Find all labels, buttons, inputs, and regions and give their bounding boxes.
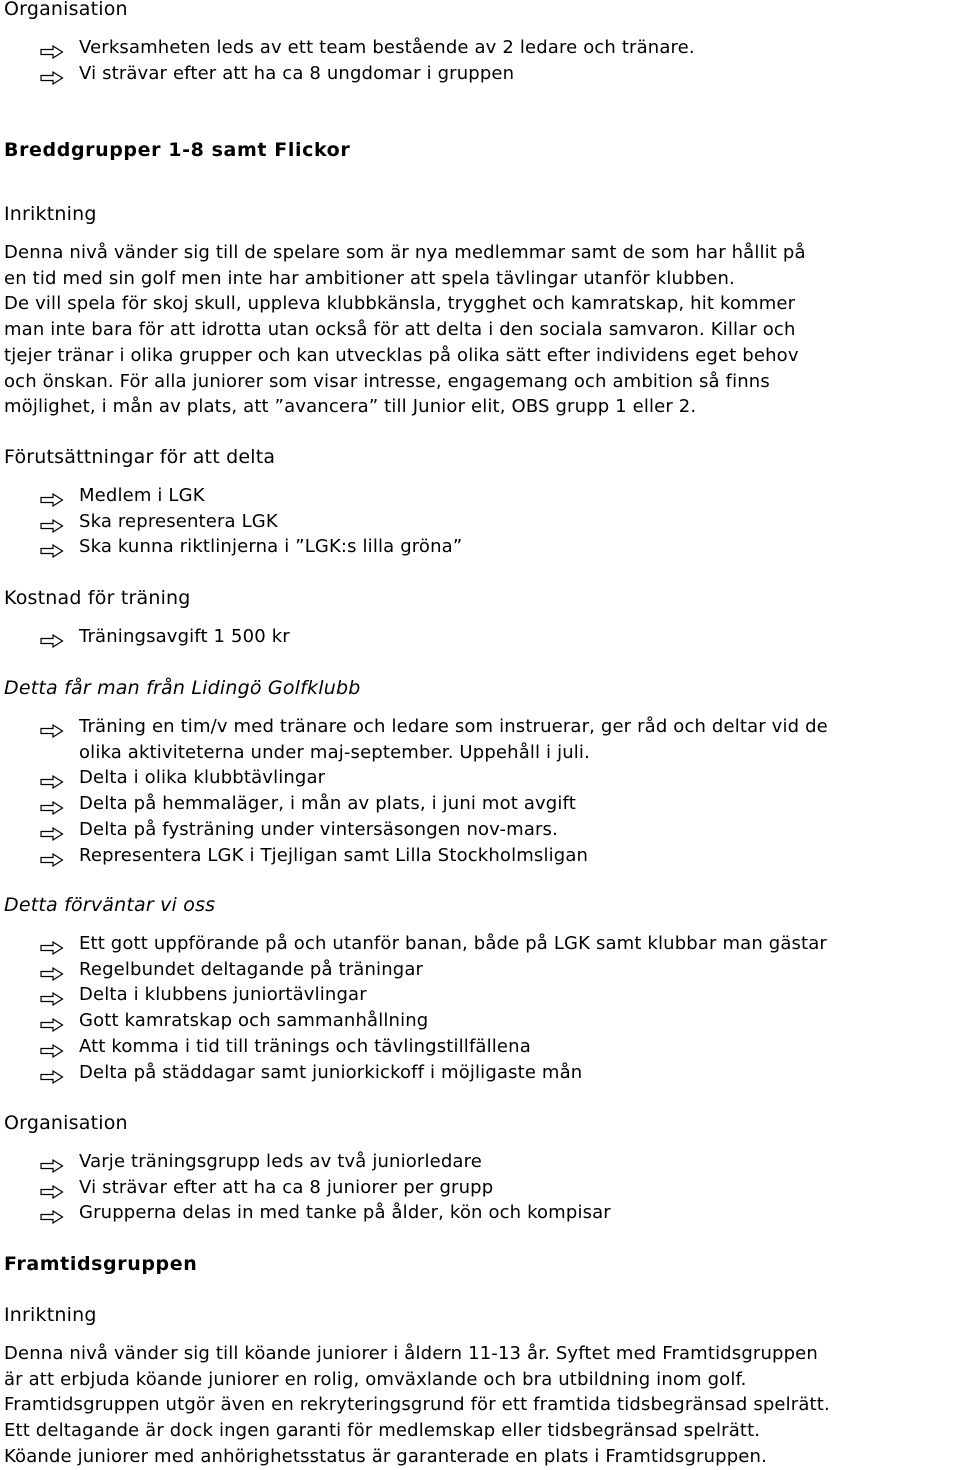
list-item — [0, 35, 960, 61]
kostnad-list — [0, 624, 960, 650]
inriktning-heading: Inriktning — [4, 203, 97, 225]
list-item — [0, 534, 960, 560]
paragraph-line: Denna nivå vänder sig till de spelare som är nya medlemmar samt de som har hållit på — [4, 242, 806, 263]
paragraph-line: tjejer tränar i olika grupper och kan utvecklas på olika sätt efter individens eget behov — [4, 344, 799, 366]
list-item-text: Ska representera LGK — [79, 510, 278, 532]
list-item — [0, 714, 960, 765]
arrow-bullet-icon — [40, 67, 64, 81]
arrow-bullet-icon — [40, 849, 64, 863]
list-item — [0, 1149, 960, 1175]
far-list — [0, 714, 960, 868]
list-item-text: Träning en tim/v med tränare och ledare som instruerar, ger råd och deltar vid de olika aktiviteterna under maj-september. Uppehåll i juli. — [79, 716, 828, 763]
framtidsgruppen-paragraph — [4, 1341, 956, 1470]
organisation-list-top — [0, 35, 960, 86]
paragraph-line: Denna nivå vänder sig till köande juniorer i åldern 11-13 år. Syftet med Framtidsgruppen — [4, 1343, 818, 1364]
list-item-text: Att komma i tid till tränings och tävlingstillfällena — [79, 1035, 531, 1057]
arrow-bullet-icon — [40, 1014, 64, 1028]
framtidsgruppen-title: Framtidsgruppen — [4, 1253, 198, 1275]
list-item-text: Vi strävar efter att ha ca 8 ungdomar i gruppen — [79, 62, 515, 84]
organisation-heading-top: Organisation — [4, 0, 128, 20]
arrow-bullet-icon — [40, 489, 64, 503]
paragraph-line: möjlighet, i mån av plats, att ”avancera” till Junior elit, OBS grupp 1 eller 2. — [4, 396, 697, 418]
list-item-text: Ett gott uppförande på och utanför banan, både på LGK samt klubbar man gästar — [79, 933, 827, 954]
forutsattningar-list — [0, 483, 960, 560]
forutsattningar-heading: Förutsättningar för att delta — [4, 446, 276, 468]
paragraph-line: och önskan. För alla juniorer som visar intresse, engagemang och ambition så finns — [4, 370, 770, 392]
kostnad-heading: Kostnad för träning — [4, 587, 191, 609]
arrow-bullet-icon — [40, 720, 64, 734]
arrow-bullet-icon — [40, 823, 64, 837]
list-item-text: Ska kunna riktlinjerna i ”LGK:s lilla gröna” — [79, 536, 463, 558]
list-item-text: Varje träningsgrupp leds av två juniorledare — [79, 1151, 482, 1172]
arrow-bullet-icon — [40, 515, 64, 529]
paragraph-line: De vill spela för skoj skull, uppleva klubbkänsla, trygghet och kamratskap, hit kommer — [4, 293, 796, 315]
breddgrupper-title: Breddgrupper 1-8 samt Flickor — [4, 139, 351, 161]
arrow-bullet-icon — [40, 988, 64, 1002]
list-item-text: Träningsavgift 1 500 kr — [79, 626, 290, 647]
arrow-bullet-icon — [40, 540, 64, 554]
breddgrupper-paragraph — [4, 240, 956, 420]
list-item — [0, 765, 960, 791]
forvantar-list — [0, 931, 960, 1085]
list-item-text: Medlem i LGK — [79, 485, 205, 506]
paragraph-line: en tid med sin golf men inte har ambitioner att spela tävlingar utanför klubben. — [4, 267, 735, 289]
inriktning-heading-framtid: Inriktning — [4, 1304, 97, 1326]
list-item — [0, 1200, 960, 1226]
paragraph-line: Framtidsgruppen utgör även en rekryteringsgrund för ett framtida tidsbegränsad spelrätt. — [4, 1394, 830, 1416]
paragraph-line: Ett deltagande är dock ingen garanti för medlemskap eller tidsbegränsad spelrätt. — [4, 1420, 761, 1442]
list-item-text: Delta på fysträning under vintersäsongen nov-mars. — [79, 818, 558, 840]
list-item — [0, 483, 960, 509]
list-item — [0, 843, 960, 869]
list-item — [0, 624, 960, 650]
paragraph-line: man inte bara för att idrotta utan också för att delta i den sociala samvaron. Killar och — [4, 319, 796, 341]
list-item — [0, 817, 960, 843]
list-item — [0, 791, 960, 817]
list-item-text: Delta i olika klubbtävlingar — [79, 767, 326, 789]
forvantar-heading: Detta förväntar vi oss — [4, 894, 216, 916]
list-item-text: Representera LGK i Tjejligan samt Lilla Stockholmsligan — [79, 844, 589, 866]
paragraph-line: är att erbjuda köande juniorer en rolig, omväxlande och bra utbildning inom golf. — [4, 1368, 747, 1390]
list-item — [0, 61, 960, 87]
list-item — [0, 931, 960, 957]
arrow-bullet-icon — [40, 630, 64, 644]
list-item-text: Delta på hemmaläger, i mån av plats, i juni mot avgift — [79, 793, 576, 815]
organisation-heading: Organisation — [4, 1112, 128, 1134]
list-item — [0, 1060, 960, 1086]
list-item-text: Delta på städdagar samt juniorkickoff i möjligaste mån — [79, 1061, 583, 1083]
list-item — [0, 1034, 960, 1060]
list-item-text: Regelbundet deltagande på träningar — [79, 958, 424, 980]
list-item-text: Grupperna delas in med tanke på ålder, kön och kompisar — [79, 1202, 611, 1224]
arrow-bullet-icon — [40, 771, 64, 785]
list-item-text: Delta i klubbens juniortävlingar — [79, 984, 367, 1006]
arrow-bullet-icon — [40, 1040, 64, 1054]
list-item-text: Gott kamratskap och sammanhållning — [79, 1010, 429, 1032]
far-heading: Detta får man från Lidingö Golfklubb — [4, 677, 361, 699]
arrow-bullet-icon — [40, 963, 64, 977]
arrow-bullet-icon — [40, 1155, 64, 1169]
arrow-bullet-icon — [40, 1181, 64, 1195]
list-item — [0, 1008, 960, 1034]
arrow-bullet-icon — [40, 937, 64, 951]
arrow-bullet-icon — [40, 797, 64, 811]
arrow-bullet-icon — [40, 1066, 64, 1080]
list-item-text: Vi strävar efter att ha ca 8 juniorer per grupp — [79, 1176, 494, 1198]
list-item — [0, 509, 960, 535]
list-item — [0, 982, 960, 1008]
paragraph-line: Köande juniorer med anhörighetsstatus är garanterade en plats i Framtidsgruppen. — [4, 1445, 767, 1467]
list-item — [0, 957, 960, 983]
organisation-list — [0, 1149, 960, 1226]
list-item — [0, 1175, 960, 1201]
list-item-text: Verksamheten leds av ett team bestående av 2 ledare och tränare. — [79, 37, 695, 58]
arrow-bullet-icon — [40, 41, 64, 55]
arrow-bullet-icon — [40, 1206, 64, 1220]
